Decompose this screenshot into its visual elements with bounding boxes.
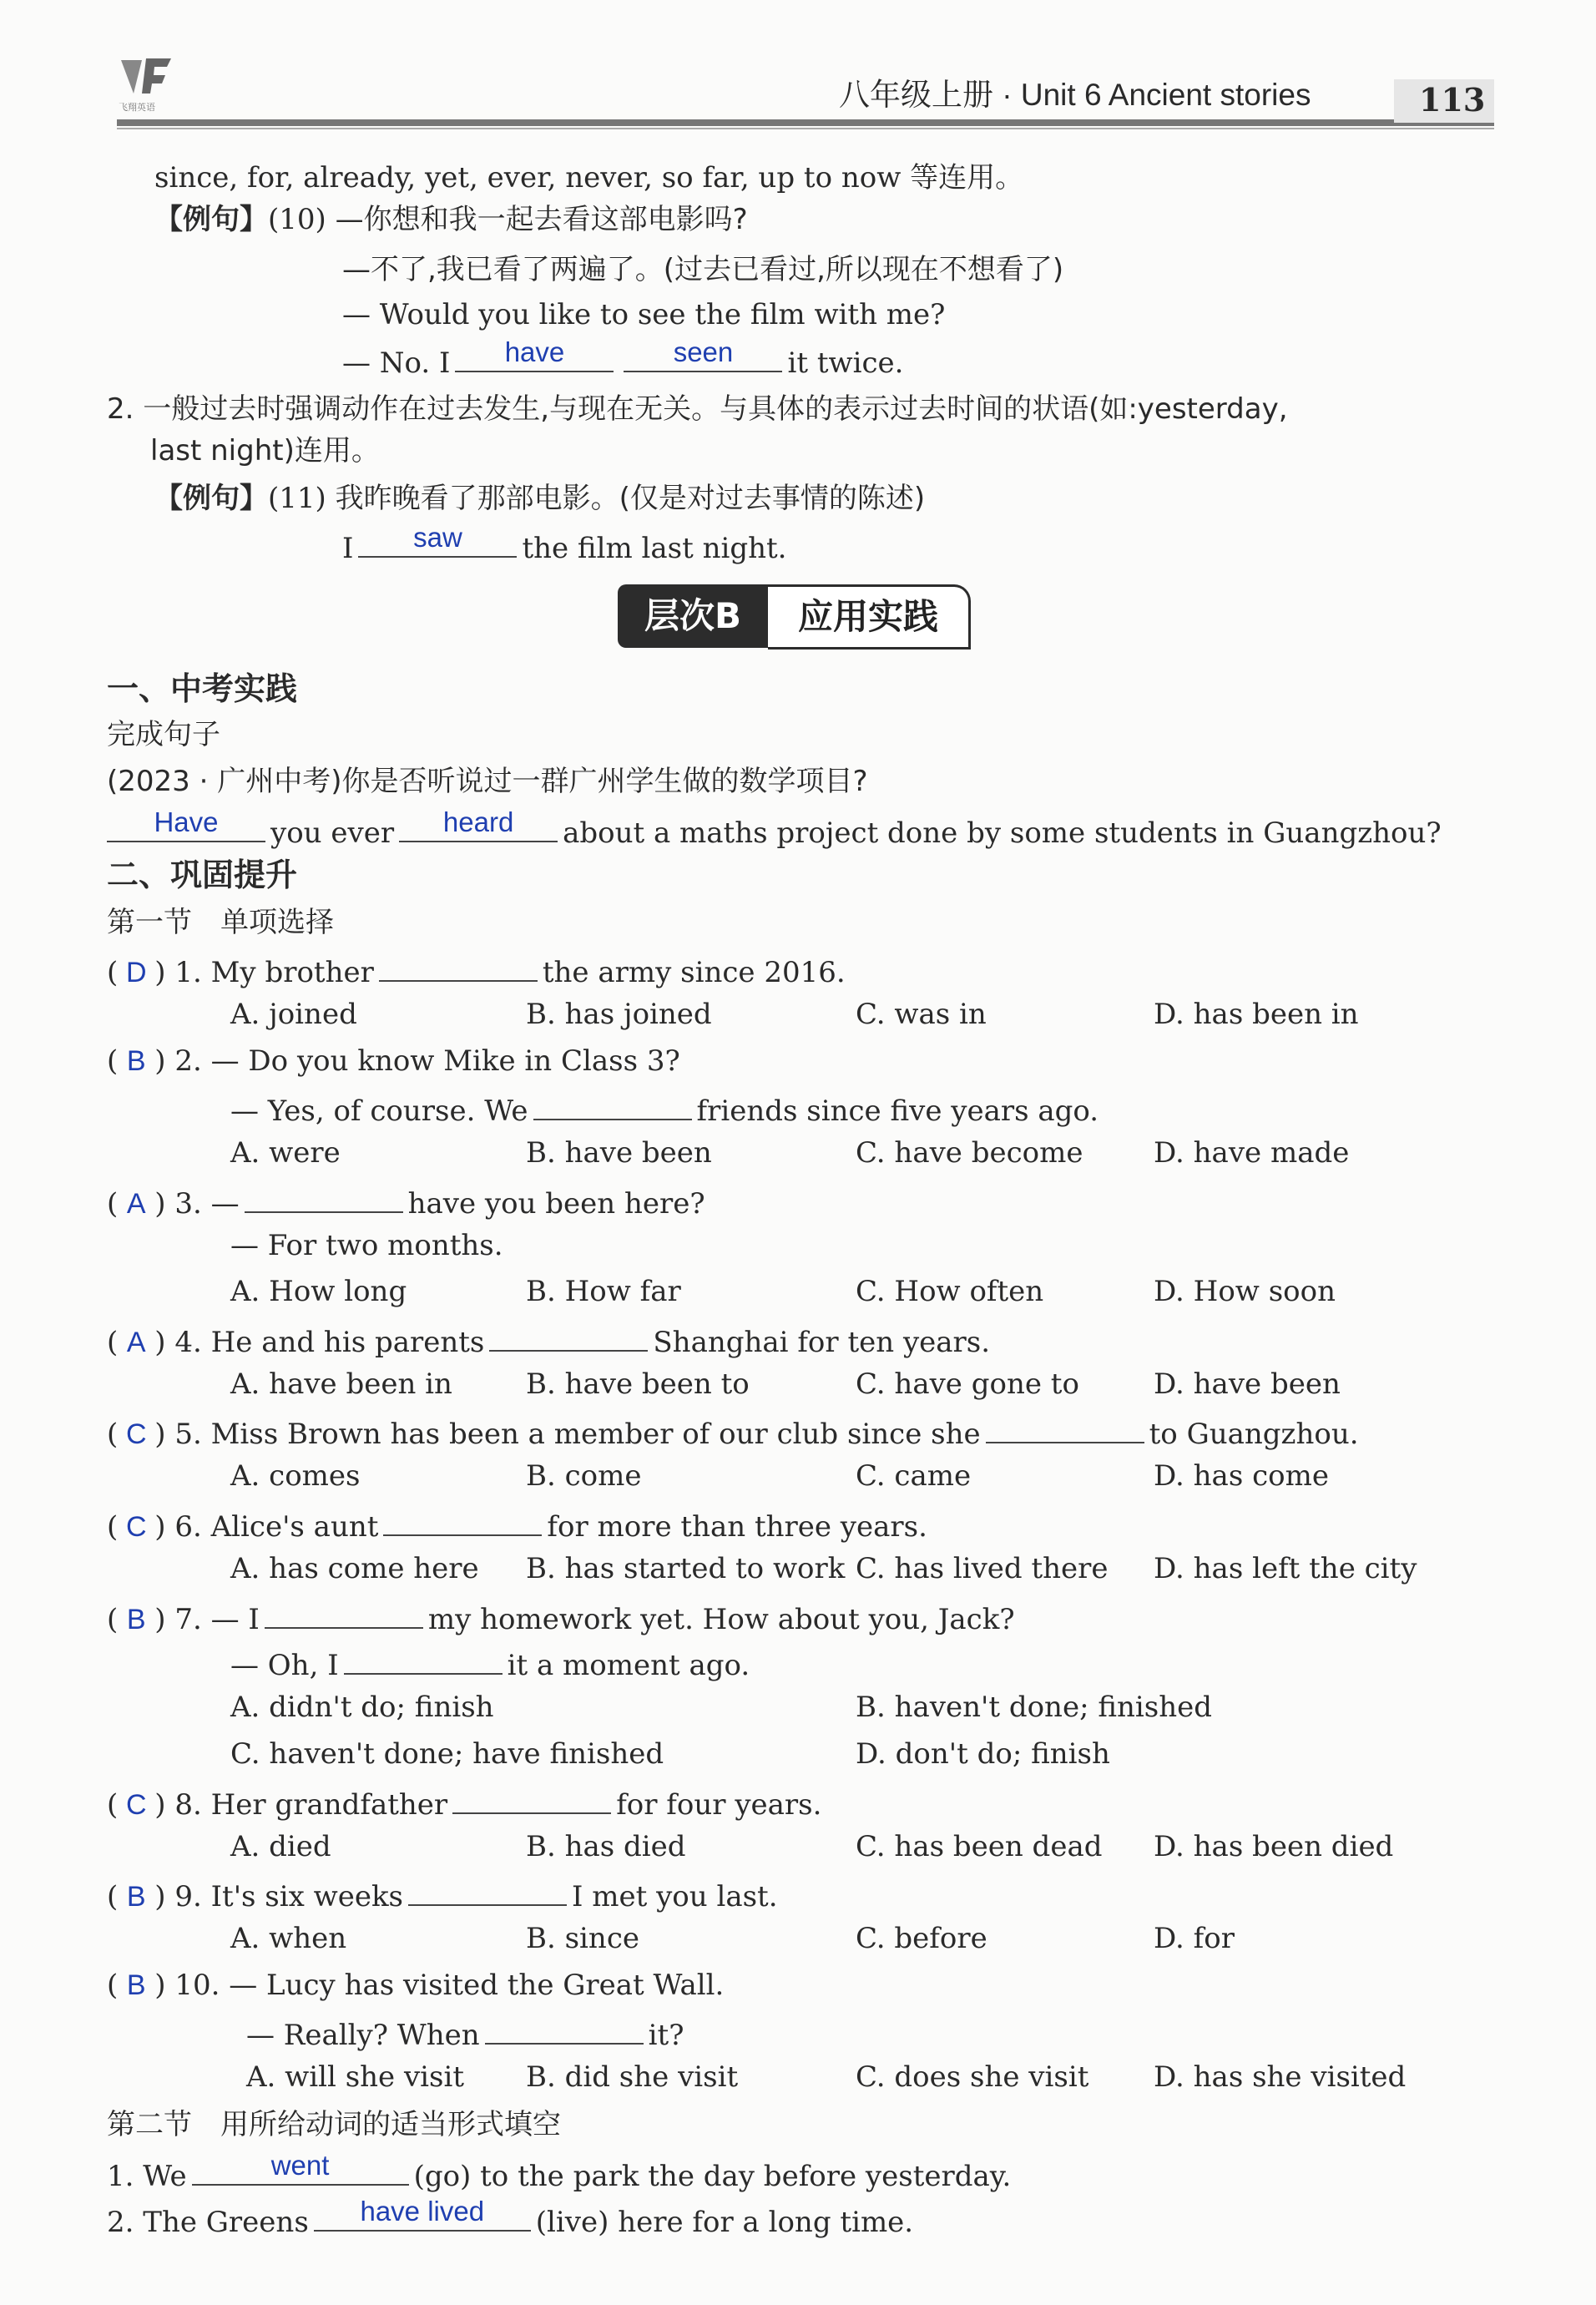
answer-text: have lived: [360, 2196, 485, 2227]
option-d: D. has been died: [1154, 1830, 1394, 1863]
answer-text: have: [504, 336, 565, 367]
example-11: [154, 482, 925, 515]
example-number: (11): [268, 482, 326, 515]
option-c: C. has been dead: [856, 1830, 1103, 1863]
question-stem: The Greens: [143, 2206, 309, 2239]
option-a: A. has come here: [230, 1552, 479, 1585]
answer-blank: [358, 522, 517, 558]
choice-answer: B: [126, 1881, 146, 1913]
option-d: D. has been in: [1154, 998, 1359, 1031]
question-4: ( A ) 4. He and his parents Shanghai for ten years.: [107, 1322, 990, 1359]
choice-answer: C: [125, 1789, 147, 1821]
question-stem: for four years.: [616, 1788, 822, 1822]
completion-sentence: [107, 806, 1442, 850]
sentence-text: about a maths project done by some students in Guangzhou?: [563, 816, 1442, 850]
logo-icon: [117, 52, 175, 115]
question-stem: — Do you know Mike in Class 3?: [210, 1044, 680, 1078]
answer-blank: [533, 1090, 692, 1120]
part-title: 第一节 单项选择: [107, 906, 334, 939]
option-d: D. have been: [1154, 1367, 1341, 1401]
question-stem: — Yes, of course. We: [230, 1094, 528, 1128]
option-a: A. How long: [230, 1275, 407, 1308]
answer-blank: [408, 1876, 567, 1906]
example-label: 【例句】: [154, 203, 268, 236]
question-stem: Miss Brown has been a member of our club since she: [210, 1418, 981, 1451]
option-a: A. will she visit: [246, 2060, 465, 2094]
sentence-text: I: [342, 532, 354, 565]
choice-answer: D: [125, 957, 147, 988]
option-a: A. comes: [230, 1459, 361, 1493]
level-banner: [618, 584, 985, 655]
question-stem: My brother: [210, 956, 374, 989]
question-number: 3.: [174, 1187, 202, 1221]
question-number: 1.: [174, 956, 202, 989]
example-number: (10): [268, 203, 326, 236]
option-b: B. has joined: [526, 998, 712, 1031]
question-stem: (go) to the park the day before yesterday.: [413, 2160, 1012, 2193]
sentence-text: you ever: [270, 816, 395, 850]
answer-blank: [383, 1506, 542, 1536]
option-a: A. didn't do; finish: [230, 1691, 494, 1724]
header-rule-thin: [117, 128, 1494, 129]
option-b: B. How far: [526, 1275, 681, 1308]
option-c: C. was in: [856, 998, 987, 1031]
option-d: D. has come: [1154, 1459, 1329, 1493]
question-stem: — I: [210, 1603, 260, 1636]
question-number: 1.: [107, 2160, 134, 2193]
answer-text: saw: [413, 522, 462, 553]
fill-question-2: [107, 2196, 914, 2239]
question-stem: have you been here?: [407, 1187, 705, 1221]
answer-blank: [986, 1413, 1144, 1443]
example-label: 【例句】: [154, 482, 268, 515]
option-c: C. have become: [856, 1136, 1083, 1170]
question-stem: — Oh, I: [230, 1649, 339, 1682]
section-heading: 一、中考实践: [107, 670, 298, 707]
option-a: A. joined: [230, 998, 357, 1031]
question-2: ( B ) 2. — Do you know Mike in Class 3?: [107, 1044, 680, 1078]
section-heading: 二、巩固提升: [107, 857, 298, 893]
option-a: A. died: [230, 1830, 331, 1863]
question-stem: for more than three years.: [547, 1510, 927, 1544]
question-stem: He and his parents: [210, 1326, 485, 1359]
choice-answer: C: [125, 1511, 147, 1543]
example-chinese: —不了,我已看了两遍了。(过去已看过,所以现在不想看了): [342, 253, 1064, 286]
question-stem: — Really? When: [246, 2019, 480, 2052]
example-english: [342, 522, 787, 565]
question-stem: friends since five years ago.: [696, 1094, 1099, 1128]
header-rule: [117, 119, 1494, 126]
question-number: 7.: [174, 1603, 202, 1636]
question-number: 2.: [174, 1044, 202, 1078]
answer-blank: [245, 1183, 403, 1213]
option-c: C. haven't done; have finished: [230, 1737, 664, 1771]
section-subheading: 完成句子: [107, 718, 220, 751]
option-b: B. haven't done; finished: [856, 1691, 1213, 1724]
answer-text: Have: [154, 806, 219, 837]
option-b: B. has died: [526, 1830, 686, 1863]
choice-answer: B: [126, 1969, 146, 2001]
fill-question-1: [107, 2150, 1012, 2193]
point-number: 2.: [107, 392, 134, 426]
question-stem: Shanghai for ten years.: [653, 1326, 991, 1359]
option-c: C. How often: [856, 1275, 1044, 1308]
option-a: A. when: [230, 1922, 347, 1955]
answer-blank: [455, 336, 614, 372]
grammar-point-2: [107, 392, 1509, 426]
option-c: C. have gone to: [856, 1367, 1079, 1401]
answer-blank: [314, 2196, 531, 2232]
example-chinese: —你想和我一起去看这部电影吗?: [335, 203, 748, 236]
question-line: [246, 2014, 684, 2052]
example-english: [342, 336, 904, 380]
answer-text: heard: [442, 806, 514, 837]
example-english: — Would you like to see the film with me?: [342, 298, 946, 331]
grammar-line: since, for, already, yet, ever, never, so far, up to now 等连用。: [154, 161, 1024, 195]
point-text: 一般过去时强调动作在过去发生,与现在无关。与具体的表示过去时间的状语(如:yesterday,: [143, 392, 1288, 426]
question-8: ( C ) 8. Her grandfather for four years.: [107, 1784, 821, 1822]
question-stem: I met you last.: [572, 1880, 778, 1913]
option-c: C. has lived there: [856, 1552, 1109, 1585]
answer-blank: [452, 1784, 611, 1814]
banner-title: 应用实践: [768, 584, 971, 650]
question-stem: It's six weeks: [210, 1880, 404, 1913]
option-d: D. don't do; finish: [856, 1737, 1110, 1771]
question-stem: to Guangzhou.: [1149, 1418, 1359, 1451]
choice-answer: C: [125, 1418, 147, 1450]
option-b: B. did she visit: [526, 2060, 739, 2094]
page-number: 113: [1419, 81, 1486, 119]
choice-answer: A: [126, 1188, 146, 1220]
answer-blank: [107, 806, 265, 842]
logo-text: 飞翔英语: [119, 102, 155, 113]
option-b: B. have been to: [526, 1367, 750, 1401]
answer-blank: [265, 1599, 423, 1629]
question-number: 2.: [107, 2206, 134, 2239]
example-chinese: 我昨晚看了那部电影。(仅是对过去事情的陈述): [335, 482, 926, 515]
option-d: D. has she visited: [1154, 2060, 1407, 2094]
question-5: ( C ) 5. Miss Brown has been a member of our club since she to Guangzhou.: [107, 1413, 1359, 1451]
question-source: (2023 · 广州中考)你是否听说过一群广州学生做的数学项目?: [107, 765, 868, 798]
header-title: 八年级上册 · Unit 6 Ancient stories: [839, 78, 1311, 112]
option-b: B. has started to work: [526, 1552, 846, 1585]
choice-answer: B: [126, 1604, 146, 1635]
question-number: 10.: [174, 1969, 220, 2002]
answer-blank: [379, 952, 538, 982]
question-stem: —: [210, 1187, 240, 1221]
answer-blank: [344, 1645, 503, 1675]
option-c: C. before: [856, 1922, 987, 1955]
option-b: B. come: [526, 1459, 642, 1493]
question-9: ( B ) 9. It's six weeks I met you last.: [107, 1876, 778, 1913]
option-a: A. were: [230, 1136, 341, 1170]
question-number: 6.: [174, 1510, 202, 1544]
question-stem: it?: [648, 2019, 684, 2052]
question-6: ( C ) 6. Alice's aunt for more than three years.: [107, 1506, 927, 1544]
question-stem: Alice's aunt: [210, 1510, 379, 1544]
option-b: B. since: [526, 1922, 639, 1955]
choice-answer: B: [126, 1045, 146, 1077]
answer-blank: [485, 2014, 644, 2045]
choice-answer: A: [126, 1327, 146, 1358]
question-3: ( A ) 3. — have you been here?: [107, 1183, 705, 1221]
question-line: [230, 1090, 1099, 1128]
sentence-text: the film last night.: [522, 532, 787, 565]
option-d: D. for: [1154, 1922, 1235, 1955]
sentence-text: it twice.: [787, 346, 904, 380]
option-c: C. came: [856, 1459, 972, 1493]
option-d: D. have made: [1154, 1136, 1350, 1170]
question-number: 9.: [174, 1880, 202, 1913]
answer-text: went: [270, 2150, 330, 2181]
option-b: B. have been: [526, 1136, 712, 1170]
option-d: D. How soon: [1154, 1275, 1336, 1308]
question-stem: the army since 2016.: [542, 956, 846, 989]
question-line: [230, 1645, 750, 1682]
question-7: ( B ) 7. — I my homework yet. How about you, Jack?: [107, 1599, 1015, 1636]
question-number: 5.: [174, 1418, 202, 1451]
question-number: 8.: [174, 1788, 202, 1822]
answer-blank: [399, 806, 558, 842]
question-stem: — Lucy has visited the Great Wall.: [229, 1969, 725, 2002]
answer-blank: [624, 336, 782, 372]
question-stem: my homework yet. How about you, Jack?: [427, 1603, 1015, 1636]
sentence-text: — No. I: [342, 346, 451, 380]
option-d: D. has left the city: [1154, 1552, 1417, 1585]
part-title: 第二节 用所给动词的适当形式填空: [107, 2108, 561, 2141]
question-stem: (live) here for a long time.: [535, 2206, 914, 2239]
publisher-logo: [117, 52, 175, 115]
banner-level: 层次B: [618, 584, 768, 648]
question-stem: We: [143, 2160, 187, 2193]
example-10: [154, 203, 748, 236]
question-1: ( D ) 1. My brother the army since 2016.: [107, 952, 846, 989]
question-stem: it a moment ago.: [507, 1649, 750, 1682]
option-c: C. does she visit: [856, 2060, 1089, 2094]
answer-blank: [192, 2150, 409, 2186]
answer-text: seen: [673, 336, 734, 367]
question-number: 4.: [174, 1326, 202, 1359]
answer-blank: [489, 1322, 648, 1352]
option-a: A. have been in: [230, 1367, 452, 1401]
question-10: ( B ) 10. — Lucy has visited the Great Wall.: [107, 1969, 725, 2002]
question-stem: Her grandfather: [210, 1788, 448, 1822]
point-text: last night)连用。: [150, 434, 380, 468]
question-line: — For two months.: [230, 1229, 503, 1262]
